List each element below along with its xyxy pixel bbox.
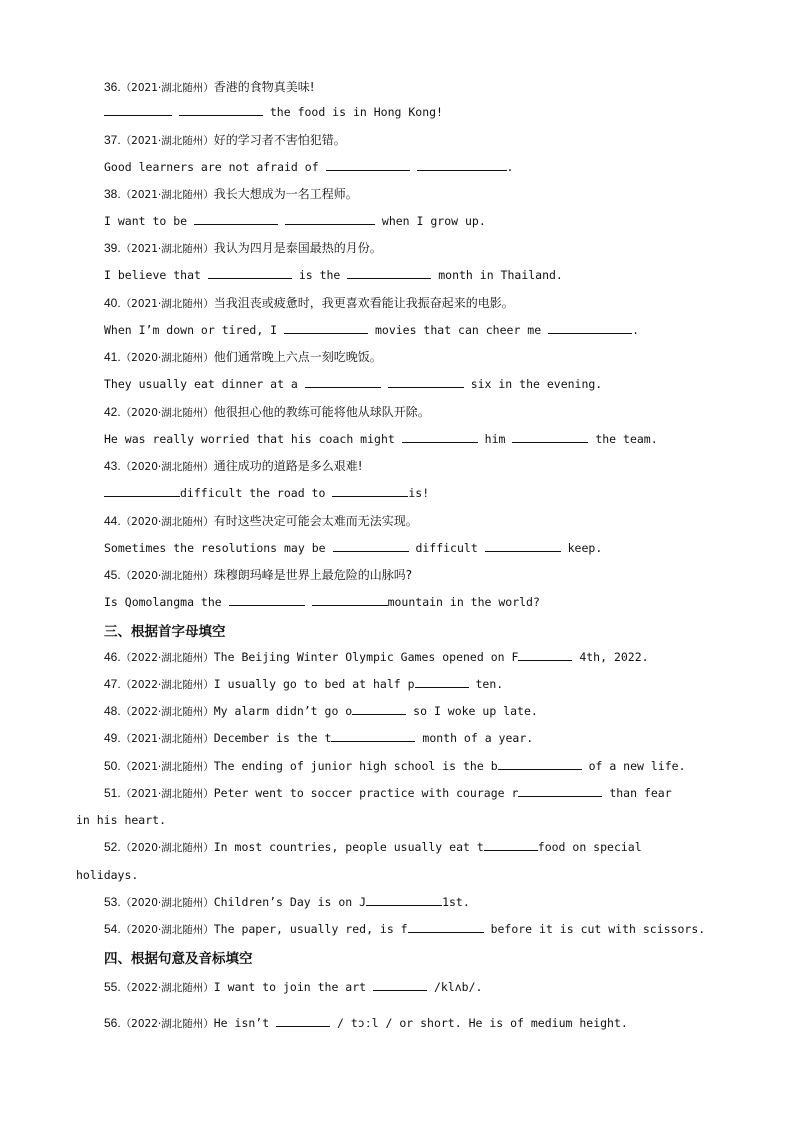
answer-37: Good learners are not afraid of .	[104, 160, 514, 174]
question-52-continued: holidays.	[76, 868, 139, 882]
answer-42: He was really worried that his coach might him the team.	[104, 432, 658, 446]
question-36: 36.（2021·湖北随州）香港的食物真美味!	[104, 80, 315, 94]
question-55: 55.（2022·湖北随州）I want to join the art /klʌb/.	[104, 980, 483, 994]
answer-blank[interactable]	[498, 758, 582, 770]
question-49: 49.（2021·湖北随州）December is the t month of a year.	[104, 731, 534, 745]
answer-blank[interactable]	[402, 431, 478, 443]
answer-blank[interactable]	[373, 979, 427, 991]
question-39: 39.（2021·湖北随州）我认为四月是泰国最热的月份。	[104, 241, 382, 255]
answer-45: Is Qomolangma the mountain in the world?	[104, 595, 540, 609]
question-45: 45.（2020·湖北随州）珠穆朗玛峰是世界上最危险的山脉吗?	[104, 568, 413, 582]
question-48: 48.（2022·湖北随州）My alarm didn’t go o so I woke up late.	[104, 704, 538, 718]
answer-41: They usually eat dinner at a six in the evening.	[104, 377, 603, 391]
answer-blank[interactable]	[512, 431, 588, 443]
answer-43: difficult the road to is!	[104, 485, 429, 501]
answer-blank[interactable]	[484, 839, 538, 851]
answer-40: When I’m down or tired, I movies that can cheer me .	[104, 323, 640, 337]
answer-blank[interactable]	[208, 267, 292, 279]
answer-blank[interactable]	[485, 540, 561, 552]
answer-blank[interactable]	[276, 1015, 330, 1027]
question-56: 56.（2022·湖北随州）He isn’t / tɔːl / or short. He is of medium height.	[104, 1016, 628, 1030]
question-41: 41.（2020·湖北随州）他们通常晚上六点一刻吃晚饭。	[104, 350, 382, 364]
question-46: 46.（2022·湖北随州）The Beijing Winter Olympic Games opened on F 4th, 2022.	[104, 650, 649, 664]
answer-blank[interactable]	[284, 322, 368, 334]
question-43: 43.（2020·湖北随州）通往成功的道路是多么艰难!	[104, 459, 363, 473]
answer-blank[interactable]	[179, 104, 263, 116]
question-37: 37.（2021·湖北随州）好的学习者不害怕犯错。	[104, 133, 346, 147]
question-50: 50.（2021·湖北随州）The ending of junior high school is the b of a new life.	[104, 759, 686, 773]
answer-blank[interactable]	[312, 594, 388, 606]
answer-blank[interactable]	[518, 649, 572, 661]
answer-blank[interactable]	[518, 785, 602, 797]
answer-blank[interactable]	[104, 104, 172, 116]
question-38: 38.（2021·湖北随州）我长大想成为一名工程师。	[104, 187, 358, 201]
question-40: 40.（2021·湖北随州）当我沮丧或疲惫时，我更喜欢看能让我振奋起来的电影。	[104, 296, 514, 310]
answer-38: I want to be when I grow up.	[104, 214, 486, 228]
question-42: 42.（2020·湖北随州）他很担心他的教练可能将他从球队开除。	[104, 405, 430, 419]
section-heading-4: 四、根据句意及音标填空	[104, 951, 253, 967]
question-47: 47.（2022·湖北随州）I usually go to bed at half p ten.	[104, 677, 504, 691]
answer-blank[interactable]	[332, 485, 408, 497]
question-51: 51.（2021·湖北随州）Peter went to soccer practice with courage r than fear	[104, 786, 672, 800]
question-53: 53.（2020·湖北随州）Children’s Day is on J 1st.	[104, 895, 470, 909]
section-heading-3: 三、根据首字母填空	[104, 624, 226, 640]
answer-39: I believe that is the month in Thailand.	[104, 268, 563, 282]
answer-blank[interactable]	[347, 267, 431, 279]
answer-blank[interactable]	[388, 376, 464, 388]
answer-blank[interactable]	[229, 594, 305, 606]
answer-blank[interactable]	[326, 159, 410, 171]
answer-blank[interactable]	[366, 894, 442, 906]
answer-44: Sometimes the resolutions may be difficult keep.	[104, 541, 603, 555]
question-52: 52.（2020·湖北随州）In most countries, people usually eat t food on special	[104, 840, 642, 854]
question-54: 54.（2020·湖北随州）The paper, usually red, is f before it is cut with scissors.	[104, 922, 706, 936]
question-44: 44.（2020·湖北随州）有时这些决定可能会太难而无法实现。	[104, 514, 418, 528]
answer-blank[interactable]	[548, 322, 632, 334]
answer-blank[interactable]	[415, 676, 469, 688]
answer-36: the food is in Hong Kong!	[104, 104, 443, 120]
answer-blank[interactable]	[194, 213, 278, 225]
answer-blank[interactable]	[285, 213, 375, 225]
question-51-continued: in his heart.	[76, 813, 167, 827]
answer-blank[interactable]	[305, 376, 381, 388]
answer-blank[interactable]	[333, 540, 409, 552]
answer-blank[interactable]	[331, 730, 415, 742]
answer-blank[interactable]	[417, 159, 507, 171]
answer-blank[interactable]	[408, 921, 484, 933]
answer-blank[interactable]	[104, 485, 180, 497]
answer-blank[interactable]	[352, 703, 406, 715]
